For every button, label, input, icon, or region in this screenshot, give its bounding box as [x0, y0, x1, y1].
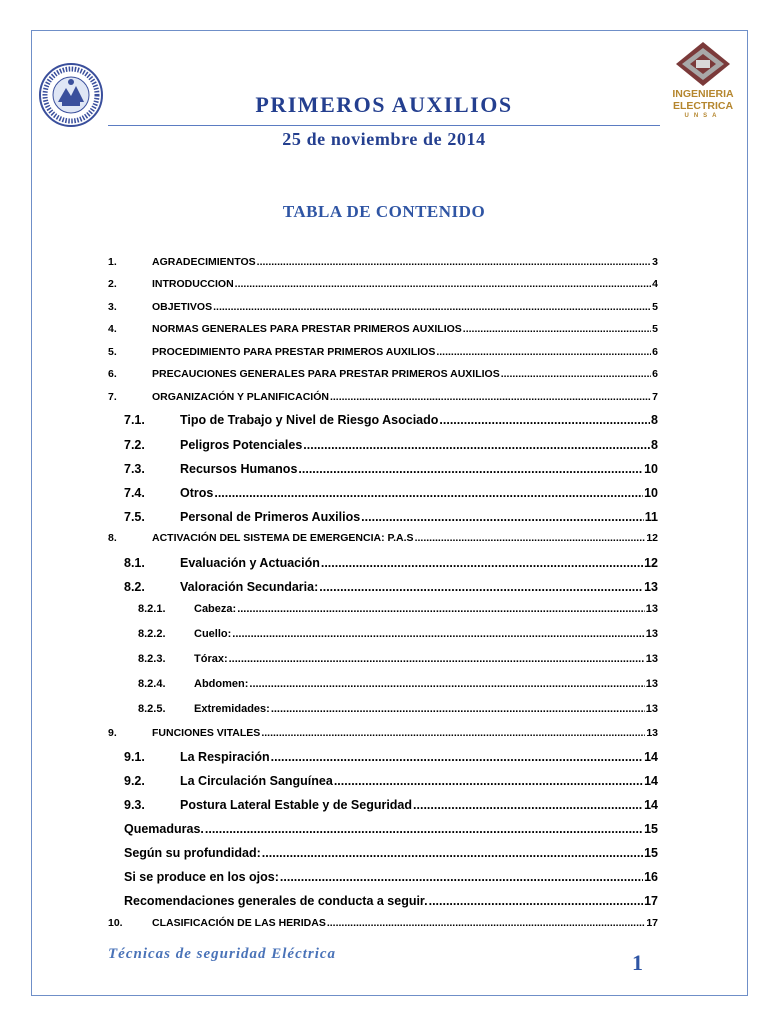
toc-leader-dots [303, 438, 650, 452]
toc-entry-number: 7.4. [124, 486, 145, 500]
toc-entry[interactable] [124, 413, 658, 427]
toc-entry-number: 5. [108, 346, 117, 358]
toc-entry[interactable] [124, 846, 658, 860]
toc-entry[interactable] [108, 368, 658, 380]
toc-entry[interactable] [124, 462, 658, 476]
toc-leader-dots [321, 556, 643, 570]
toc-entry-page: 8 [651, 413, 658, 427]
toc-entry-title: Personal de Primeros Auxilios [180, 510, 361, 524]
toc-entry-title: CLASIFICACIÓN DE LAS HERIDAS [152, 917, 326, 929]
toc-entry-page: 12 [644, 556, 658, 570]
toc-entry-title: Abdomen: [194, 678, 249, 690]
toc-leader-dots [257, 256, 652, 268]
toc-entry-title: Peligros Potenciales [180, 438, 303, 452]
toc-entry-number: 1. [108, 256, 117, 268]
toc-leader-dots [327, 917, 645, 929]
toc-heading: TABLA DE CONTENIDO [282, 202, 486, 221]
toc-entry-title: FUNCIONES VITALES [152, 727, 261, 739]
toc-leader-dots [415, 532, 646, 544]
toc-leader-dots [271, 750, 643, 764]
toc-leader-dots [330, 391, 651, 403]
toc-leader-dots [213, 301, 651, 313]
toc-entry-title: ORGANIZACIÓN Y PLANIFICACIÓN [152, 391, 329, 403]
toc-leader-dots [413, 798, 643, 812]
toc-leader-dots [319, 580, 643, 594]
toc-entry-title: INTRODUCCION [152, 278, 234, 290]
logo-line-2: ELECTRICA [672, 100, 734, 112]
toc-entry[interactable] [138, 628, 658, 640]
toc-entry-page: 13 [645, 703, 658, 715]
toc-entry-page: 13 [644, 580, 658, 594]
toc-entry-title: La Circulación Sanguínea [180, 774, 333, 788]
toc-entry-number: 6. [108, 368, 117, 380]
toc-entry-number: 8.2.2. [138, 628, 166, 640]
toc-entry[interactable] [124, 510, 658, 524]
toc-entry-number: 10. [108, 917, 123, 929]
toc-entry-title: Postura Lateral Estable y de Seguridad [180, 798, 413, 812]
toc-leader-dots [463, 323, 651, 335]
title-divider [108, 125, 660, 126]
toc-leader-dots [361, 510, 644, 524]
toc-entry-number: 9.1. [124, 750, 145, 764]
toc-entry[interactable] [108, 727, 658, 739]
toc-entry-page: 13 [646, 727, 658, 739]
toc-leader-dots [280, 870, 643, 884]
toc-entry-page: 7 [652, 391, 658, 403]
toc-entry-title: Evaluación y Actuación [180, 556, 320, 570]
toc-entry[interactable] [138, 703, 658, 715]
toc-entry[interactable] [124, 894, 658, 908]
toc-entry-title: Recursos Humanos [180, 462, 298, 476]
toc-entry[interactable] [108, 301, 658, 313]
toc-entry-number: 9.3. [124, 798, 145, 812]
toc-entry-title: NORMAS GENERALES PARA PRESTAR PRIMEROS AUXILIOS [152, 323, 462, 335]
document-title: PRIMEROS AUXILIOS [255, 92, 513, 117]
toc-entry-title: Otros [180, 486, 214, 500]
toc-entry[interactable] [108, 391, 658, 403]
toc-leader-dots [249, 678, 644, 690]
toc-entry-page: 17 [646, 917, 658, 929]
toc-entry-title: Recomendaciones generales de conducta a seguir. [124, 894, 428, 908]
toc-leader-dots [261, 727, 645, 739]
toc-entry-number: 3. [108, 301, 117, 313]
toc-leader-dots [237, 603, 645, 615]
toc-entry-page: 14 [644, 798, 658, 812]
toc-entry[interactable] [108, 256, 658, 268]
toc-entry[interactable] [124, 580, 658, 594]
toc-entry-number: 8.1. [124, 556, 145, 570]
toc-entry-page: 13 [645, 628, 658, 640]
toc-entry-number: 4. [108, 323, 117, 335]
toc-entry-page: 11 [644, 510, 658, 524]
toc-entry-page: 13 [645, 678, 658, 690]
toc-entry-number: 8.2.3. [138, 653, 166, 665]
logo-line-1: INGENIERIA [672, 88, 734, 100]
toc-entry[interactable] [108, 278, 658, 290]
toc-leader-dots [429, 894, 644, 908]
toc-entry-page: 5 [652, 301, 658, 313]
toc-entry-number: 8. [108, 532, 117, 544]
toc-entry-title: Quemaduras. [124, 822, 204, 836]
toc-entry-title: Tipo de Trabajo y Nivel de Riesgo Asociado [180, 413, 439, 427]
toc-entry-title: La Respiración [180, 750, 270, 764]
toc-leader-dots [298, 462, 643, 476]
toc-entry-title: Tórax: [194, 653, 228, 665]
toc-entry-page: 14 [644, 774, 658, 788]
toc-leader-dots [334, 774, 643, 788]
toc-entry-page: 3 [652, 256, 658, 268]
toc-entry[interactable] [124, 556, 658, 570]
toc-leader-dots [229, 653, 645, 665]
toc-entry-number: 7.2. [124, 438, 145, 452]
toc-entry-page: 16 [644, 870, 658, 884]
toc-leader-dots [235, 278, 651, 290]
toc-leader-dots [436, 346, 651, 358]
toc-entry-page: 10 [644, 462, 658, 476]
toc-entry-title: Extremidades: [194, 703, 270, 715]
toc-entry-number: 8.2. [124, 580, 145, 594]
toc-entry-title: Si se produce en los ojos: [124, 870, 279, 884]
toc-entry-page: 8 [651, 438, 658, 452]
toc-entry-number: 2. [108, 278, 117, 290]
toc-entry[interactable] [124, 774, 658, 788]
toc-entry[interactable] [124, 822, 658, 836]
toc-entry[interactable] [108, 532, 658, 544]
toc-entry-title: Cuello: [194, 628, 232, 640]
toc-entry-page: 6 [652, 368, 658, 380]
toc-entry-page: 13 [645, 603, 658, 615]
logo-line-3: UNSA [684, 113, 722, 119]
toc-entry[interactable] [124, 486, 658, 500]
footer-title: Técnicas de seguridad Eléctrica [108, 946, 337, 962]
toc-entry-title: PRECAUCIONES GENERALES PARA PRESTAR PRIMEROS AUXILIOS [152, 368, 500, 380]
toc-entry-number: 9. [108, 727, 117, 739]
toc-entry[interactable] [124, 870, 658, 884]
toc-entry-title: Según su profundidad: [124, 846, 261, 860]
toc-entry[interactable] [124, 438, 658, 452]
toc-entry-number: 7.3. [124, 462, 145, 476]
toc-entry-title: Cabeza: [194, 603, 237, 615]
toc-entry[interactable] [124, 750, 658, 764]
toc-leader-dots [214, 486, 643, 500]
toc-entry-page: 15 [644, 822, 658, 836]
toc-entry-number: 7. [108, 391, 117, 403]
document-date: 25 de noviembre de 2014 [282, 129, 486, 149]
toc-entry-title: ACTIVACIÓN DEL SISTEMA DE EMERGENCIA: P.A.S [152, 532, 414, 544]
toc-entry-page: 12 [646, 532, 658, 544]
toc-entry-title: OBJETIVOS [152, 301, 213, 313]
toc-entry-number: 8.2.1. [138, 603, 166, 615]
toc-entry-number: 9.2. [124, 774, 145, 788]
toc-entry-page: 13 [645, 653, 658, 665]
toc-leader-dots [262, 846, 643, 860]
toc-leader-dots [205, 822, 643, 836]
toc-entry-number: 8.2.4. [138, 678, 166, 690]
toc-entry-title: AGRADECIMIENTOS [152, 256, 256, 268]
toc-leader-dots [232, 628, 644, 640]
toc-entry-number: 8.2.5. [138, 703, 166, 715]
toc-entry-page: 17 [644, 894, 658, 908]
page-number: 1 [632, 950, 643, 975]
toc-entry[interactable] [138, 653, 658, 665]
toc-entry[interactable] [138, 678, 658, 690]
toc-entry[interactable] [138, 603, 658, 615]
toc-leader-dots [271, 703, 645, 715]
toc-entry-page: 5 [652, 323, 658, 335]
toc-entry-title: PROCEDIMIENTO PARA PRESTAR PRIMEROS AUXILIOS [152, 346, 436, 358]
toc-entry-title: Valoración Secundaria: [180, 580, 319, 594]
toc-entry-page: 15 [644, 846, 658, 860]
toc-entry-page: 6 [652, 346, 658, 358]
toc-entry[interactable] [108, 346, 658, 358]
toc-entry-page: 4 [652, 278, 658, 290]
toc-entry[interactable] [108, 323, 658, 335]
toc-entry-page: 14 [644, 750, 658, 764]
toc-entry[interactable] [124, 798, 658, 812]
toc-entry-number: 7.1. [124, 413, 145, 427]
toc-entry-page: 10 [644, 486, 658, 500]
toc-leader-dots [439, 413, 650, 427]
toc-entry-number: 7.5. [124, 510, 145, 524]
toc-entry[interactable] [108, 917, 658, 929]
toc-leader-dots [501, 368, 651, 380]
